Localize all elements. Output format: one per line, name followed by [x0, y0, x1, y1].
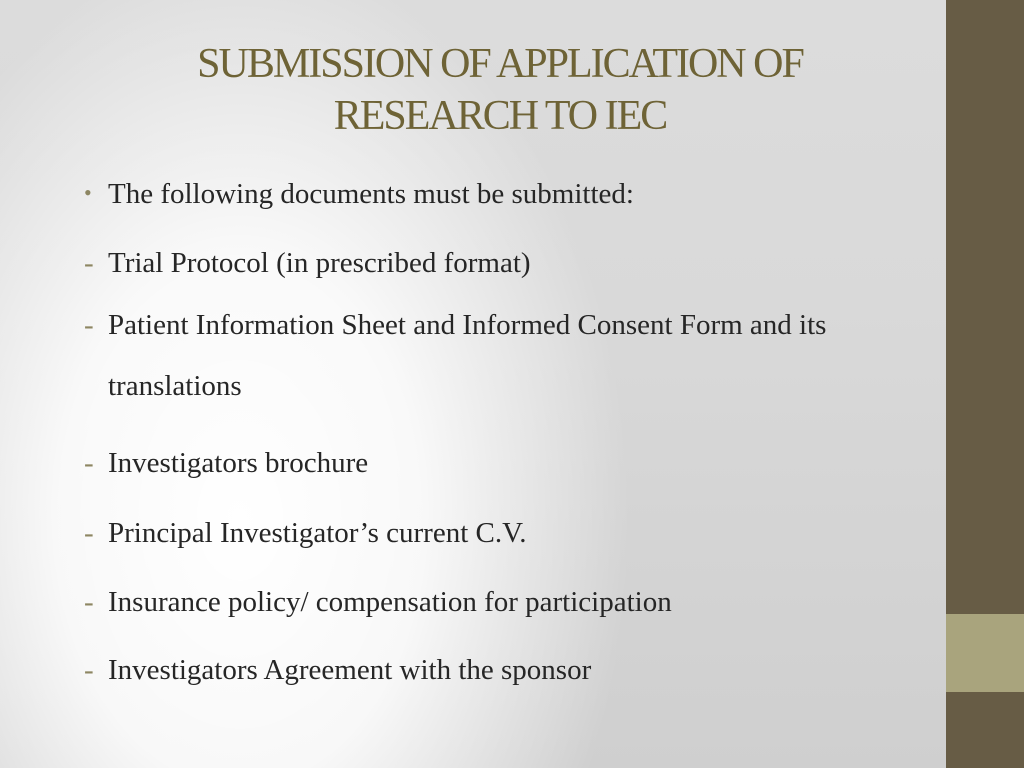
dash-marker: - — [84, 517, 94, 549]
list-item-text: Patient Information Sheet and Informed Consent Form and its — [108, 309, 827, 341]
bullet-marker: • — [84, 180, 92, 205]
dash-marker: - — [84, 309, 94, 341]
list-item-text: Investigators brochure — [108, 447, 369, 479]
list-item-patient-information — [84, 308, 826, 342]
list-item-text: Principal Investigator’s current C.V. — [108, 517, 527, 549]
dash-marker: - — [84, 654, 94, 686]
list-item-text: Insurance policy/ compensation for participation — [108, 586, 672, 618]
intro-bullet — [84, 176, 634, 211]
intro-text: The following documents must be submitted: — [108, 178, 634, 210]
list-item-trial-protocol — [84, 246, 531, 280]
sidebar-accent-block — [946, 614, 1024, 692]
list-item-principal-investigator-cv — [84, 516, 527, 550]
title-line-1: SUBMISSION OF APPLICATION OF — [197, 41, 803, 87]
slide-title — [40, 38, 960, 142]
list-item-insurance-policy — [84, 585, 672, 619]
list-item-continuation: translations — [108, 370, 242, 402]
dash-marker: - — [84, 586, 94, 618]
dash-marker: - — [84, 247, 94, 279]
list-item-text: Investigators Agreement with the sponsor — [108, 654, 592, 686]
title-line-2: RESEARCH TO IEC — [333, 93, 667, 139]
list-item-text: Trial Protocol (in prescribed format) — [108, 247, 531, 279]
dash-marker: - — [84, 447, 94, 479]
list-item-investigators-agreement — [84, 653, 591, 687]
list-item-investigators-brochure — [84, 446, 368, 480]
